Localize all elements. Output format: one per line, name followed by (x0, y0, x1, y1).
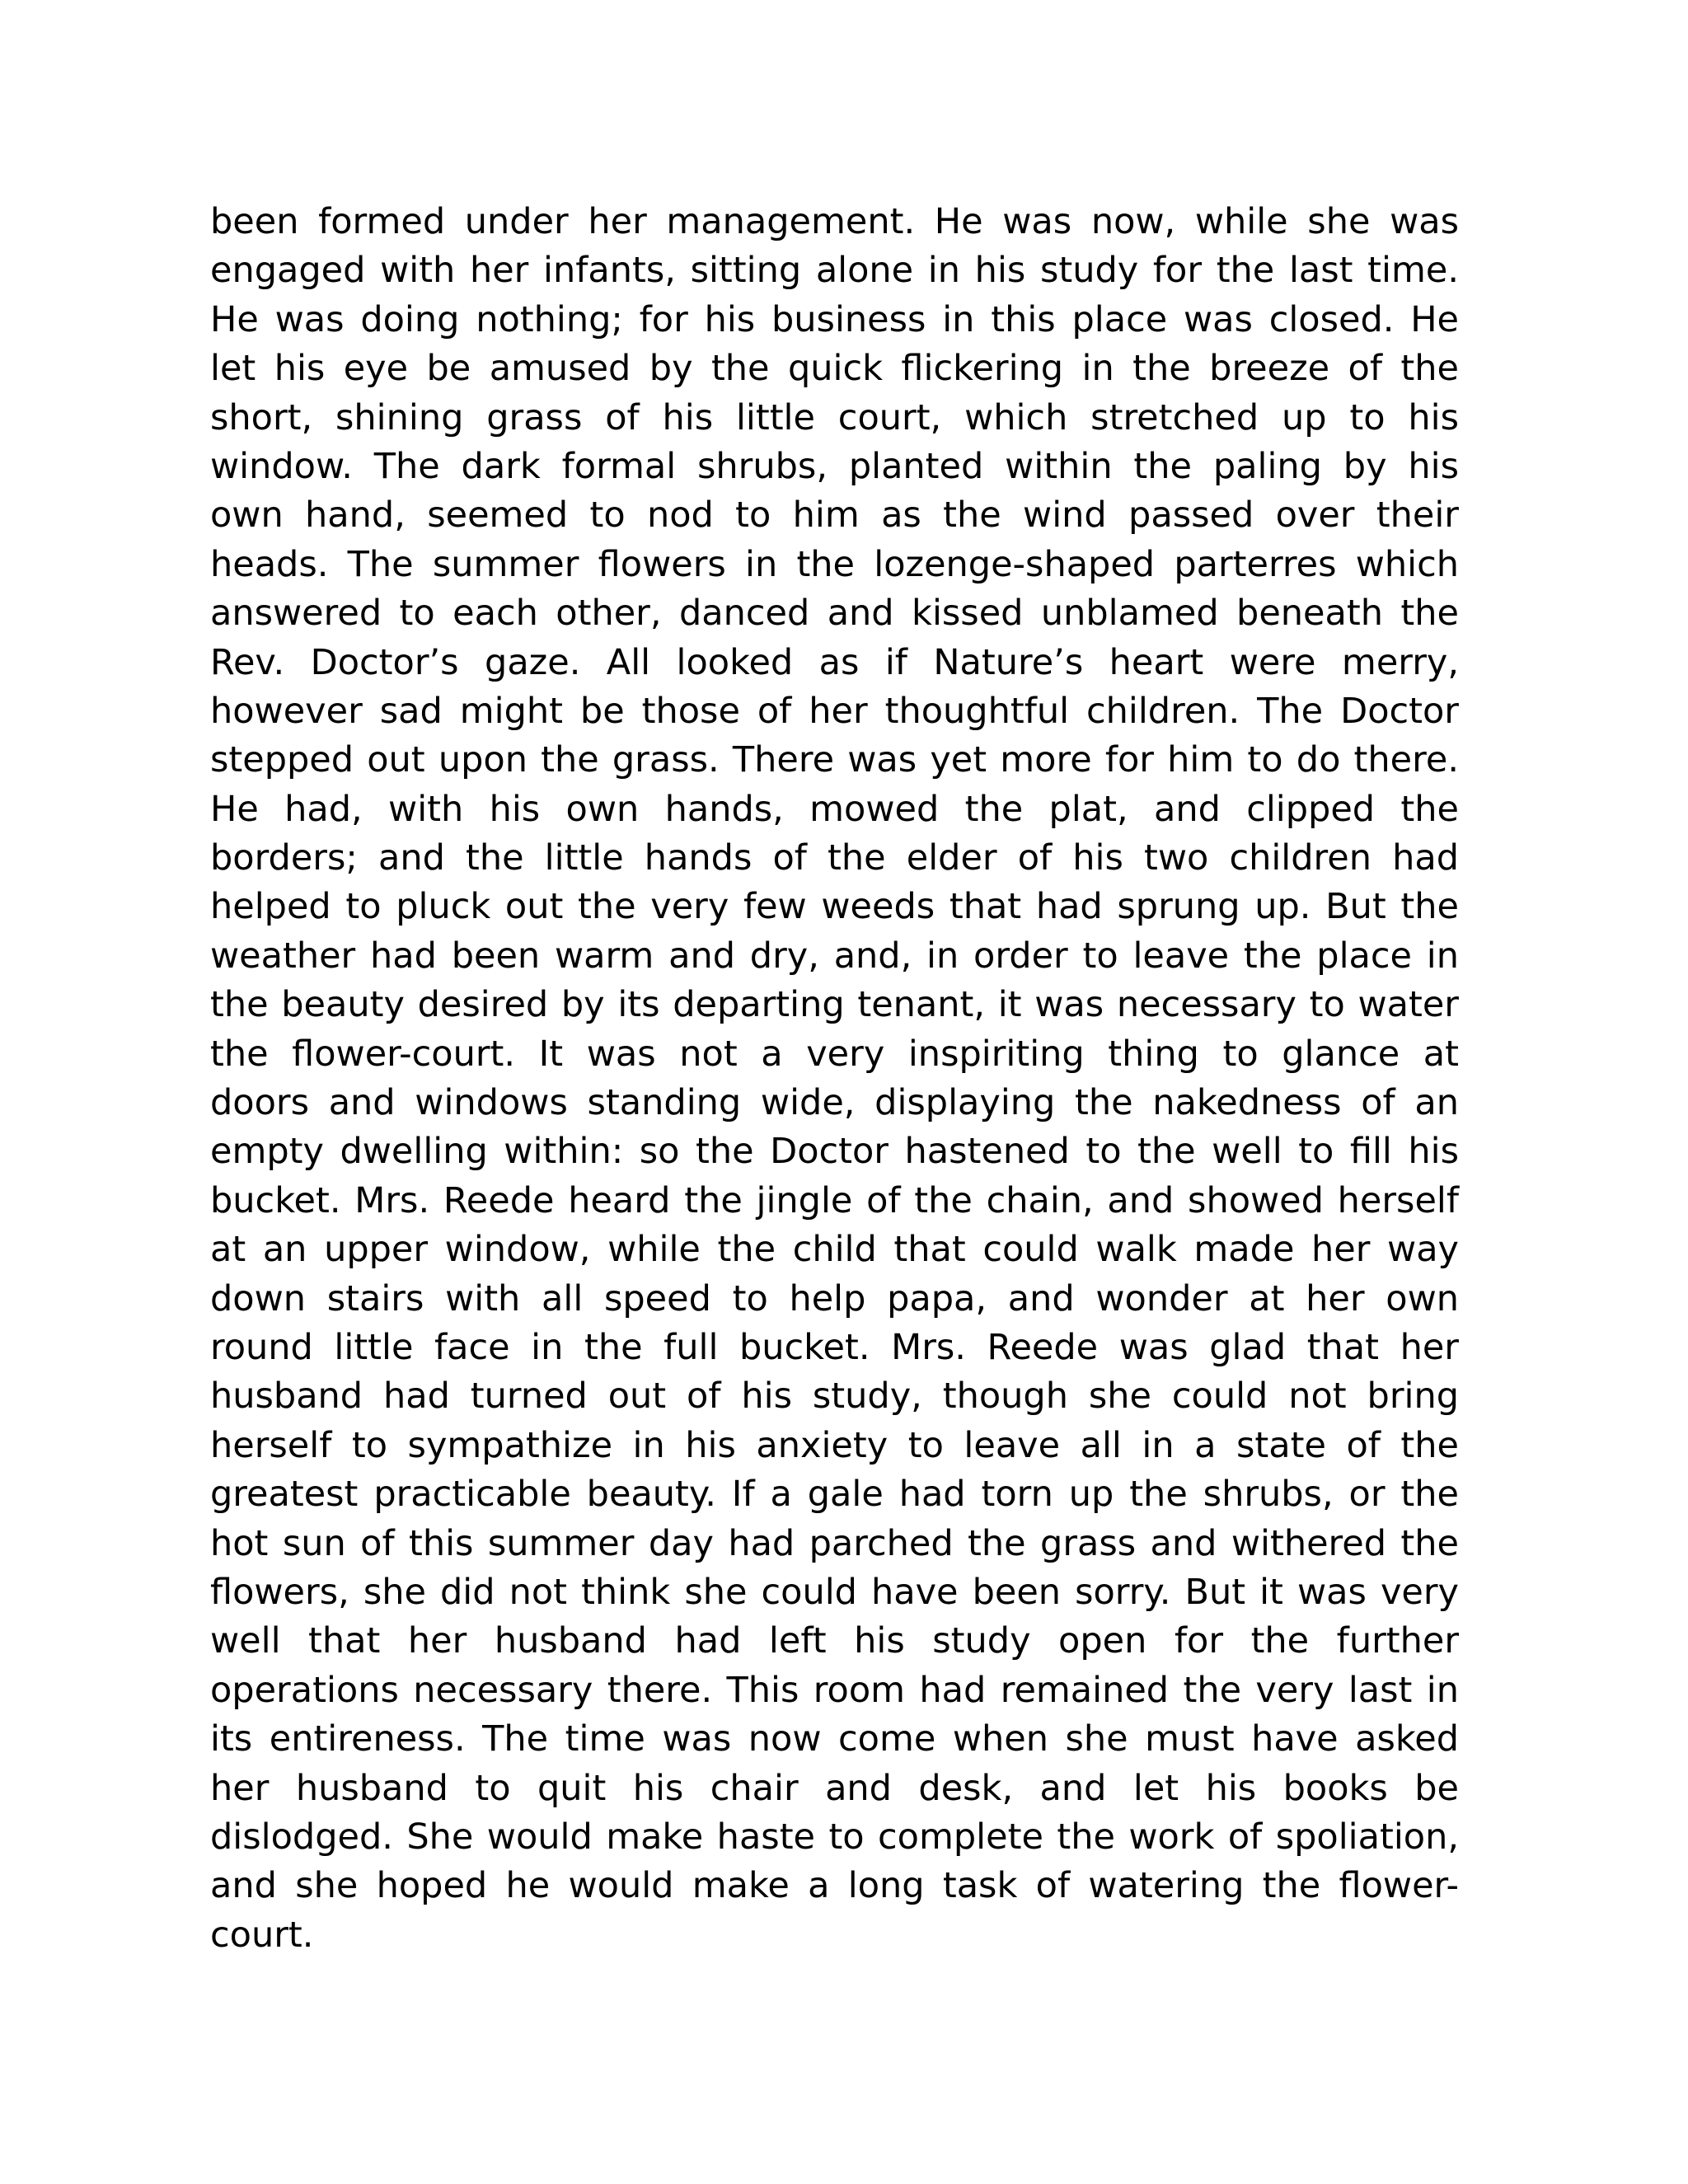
text-line: husband had turned out of his study, though she could not bring (210, 1376, 1459, 1418)
text-line: answered to each other, danced and kissed unblamed beneath the (210, 593, 1459, 635)
text-line: helped to pluck out the very few weeds that had sprung up. But the (210, 886, 1459, 928)
text-line: let his eye be amused by the quick flickering in the breeze of the (210, 348, 1459, 390)
text-line: down stairs with all speed to help papa, and wonder at her own (210, 1277, 1459, 1319)
text-line: at an upper window, while the child that could walk made her way (210, 1229, 1459, 1271)
text-line: engaged with her infants, sitting alone in his study for the last time. (210, 250, 1459, 292)
text-line: herself to sympathize in his anxiety to leave all in a state of the (210, 1424, 1459, 1466)
text-line: been formed under her management. He was now, while she was (210, 201, 1459, 242)
body-text (210, 198, 1459, 1960)
text-line: stepped out upon the grass. There was yet more for him to do there. (210, 739, 1459, 781)
text-line: hot sun of this summer day had parched the grass and withered the (210, 1522, 1459, 1564)
text-line: doors and windows standing wide, displaying the nakedness of an (210, 1082, 1459, 1124)
text-line: bucket. Mrs. Reede heard the jingle of the chain, and showed herself (210, 1179, 1459, 1221)
text-line: flowers, she did not think she could have been sorry. But it was very (210, 1571, 1459, 1613)
text-line: round little face in the full bucket. Mrs. Reede was glad that her (210, 1326, 1459, 1368)
text-line: heads. The summer flowers in the lozenge-shaped parterres which (210, 543, 1459, 585)
text-line: the flower-court. It was not a very inspiriting thing to glance at (210, 1033, 1459, 1075)
text-line: and she hoped he would make a long task of watering the flower- (210, 1865, 1459, 1907)
text-line: He had, with his own hands, mowed the plat, and clipped the (210, 788, 1459, 830)
text-line: Rev. Doctor’s gaze. All looked as if Nature’s heart were merry, (210, 641, 1459, 683)
text-line: operations necessary there. This room had remained the very last in (210, 1669, 1459, 1711)
text-line: greatest practicable beauty. If a gale had torn up the shrubs, or the (210, 1474, 1459, 1516)
text-line: however sad might be those of her thoughtful children. The Doctor (210, 690, 1459, 732)
text-line: He was doing nothing; for his business in this place was closed. He (210, 298, 1459, 340)
text-line: empty dwelling within: so the Doctor hastened to the well to fill his (210, 1131, 1459, 1173)
text-line: dislodged. She would make haste to complete the work of spoliation, (210, 1816, 1459, 1858)
text-line: window. The dark formal shrubs, planted within the paling by his (210, 445, 1459, 487)
text-line: short, shining grass of his little court, which stretched up to his (210, 396, 1459, 438)
text-line: court. (210, 1914, 314, 1956)
text-line: own hand, seemed to nod to him as the wind passed over their (210, 494, 1459, 537)
text-line: its entireness. The time was now come when she must have asked (210, 1718, 1459, 1760)
text-line: the beauty desired by its departing tenant, it was necessary to water (210, 984, 1459, 1026)
text-line: borders; and the little hands of the elder of his two children had (210, 837, 1459, 879)
text-line: weather had been warm and dry, and, in order to leave the place in (210, 935, 1459, 977)
text-line: her husband to quit his chair and desk, and let his books be (210, 1767, 1459, 1809)
text-line: well that her husband had left his study open for the further (210, 1620, 1459, 1662)
